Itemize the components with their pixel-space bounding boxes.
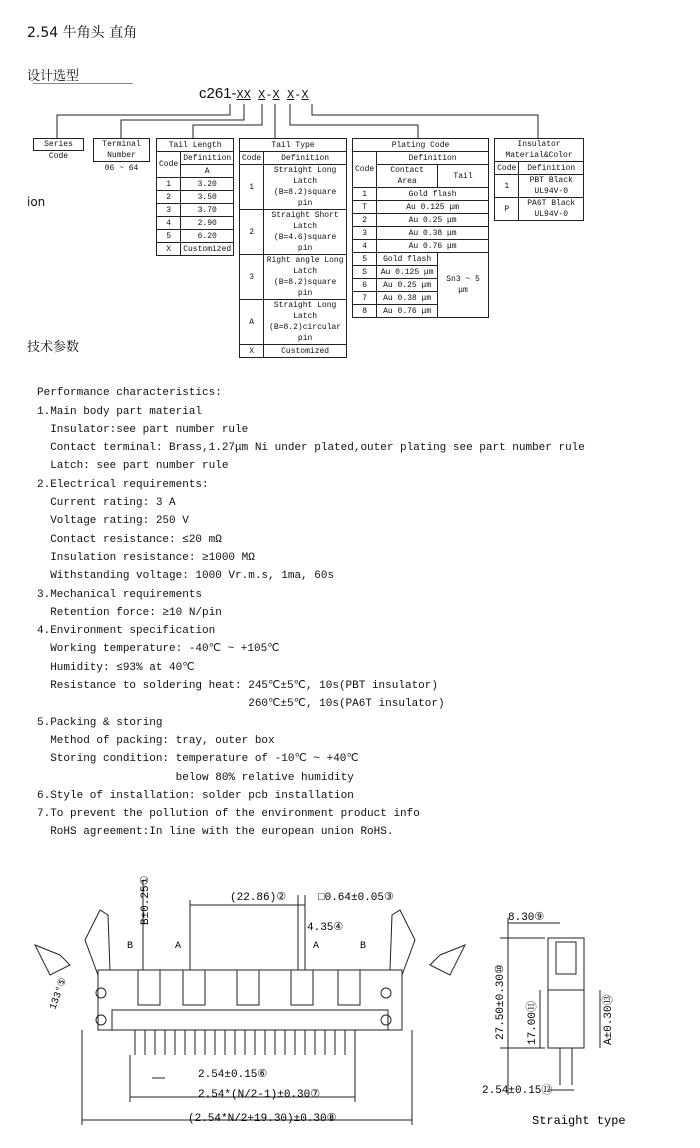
technical-drawing [0,850,700,1148]
spec-line: Method of packing: tray, outer box [37,734,275,747]
side-caption: Straight type [532,1114,626,1128]
spec-line: Humidity: ≤93% at 40℃ [37,661,195,674]
tail-length-col-code: Code [157,152,181,178]
spec-list [37,366,585,860]
spec-line: 7.To prevent the pollution of the environment product info [37,808,420,821]
cell-def-line1: Straight Short Latch [271,211,339,231]
cell-def [264,255,347,300]
spec-line: Insulator:see part number rule [37,423,249,436]
cell-def: Customized [264,345,347,358]
insulator-col-code: Code [495,162,519,175]
cell-code: 7 [353,292,377,305]
part-seg-insulator: X [301,88,309,102]
dim-a: A±0.30⑬ [603,994,615,1045]
dim-133: 133°⑤ [48,976,71,1012]
left-latch [85,910,110,975]
cell-code: 8 [353,305,377,318]
cell-def: Customized [181,243,234,256]
part-sep: - [265,88,273,102]
dim-064: □0.64±0.05③ [318,892,394,904]
plating-col-tail: Tail [438,165,489,188]
label-b-right: B [360,941,367,952]
series-code-box: Series Code [33,138,84,151]
table-row [240,165,347,210]
spec-line: Working temperature: -40℃ ~ +105℃ [37,643,280,656]
cell-def: Gold flash [377,253,438,266]
tech-params-heading: 技术参数 [27,340,80,355]
insulator-col-def: Definition [519,162,584,175]
table-row [240,255,347,300]
page-title: 2.54 牛角头 直角 [27,25,138,41]
cell-code: A [240,300,264,345]
spec-line: Contact terminal: Brass,1.27μm Ni under plated,outer plating see part number rule [37,442,585,455]
cell-def: Au 0.76 μm [377,240,489,253]
spec-line: 4.Environment specification [37,625,216,638]
cell-def: Au 0.76 μm [377,305,438,318]
table-row [240,210,347,255]
table-row [353,227,489,240]
dim-n2b: (2.54*N/2+19.30)±0.30⑧ [188,1113,337,1125]
spec-line: 2.Electrical requirements: [37,478,209,491]
cell-def: 3.70 [181,204,234,217]
plating-code-table [352,138,489,318]
part-sep: - [294,88,302,102]
left-latch-open [35,945,70,975]
dim-254b: 2.54±0.15⑫ [482,1085,553,1097]
cell-def: Au 0.125 μm [377,266,438,279]
stray-text: ion [27,195,46,209]
tail-length-col-def: Definition [181,152,234,165]
cell-code: 3 [157,204,181,217]
spec-line: below 80% relative humidity [37,771,354,784]
cell-def: Au 0.38 μm [377,292,438,305]
cell-def: 6.20 [181,230,234,243]
cell-code: T [353,201,377,214]
cell-def: Gold flash [377,188,489,201]
pin-row [135,1030,355,1055]
tail-type-label: Tail Type [240,139,347,152]
cell-def: 3.50 [181,191,234,204]
cell-code: 2 [353,214,377,227]
dim-830: 8.30⑨ [508,912,545,924]
table-row [157,204,234,217]
part-seg-tail-length: X [258,88,266,102]
cell-def: Au 0.125 μm [377,201,489,214]
dim-b: B±0.25① [140,875,152,925]
cell-code: 6 [353,279,377,292]
connector-base [112,1010,388,1030]
cell-code: P [495,198,519,221]
spec-line: Storing condition: temperature of -10℃ ~ +40℃ [37,753,359,766]
label-b-left: B [127,941,134,952]
spec-line: Latch: see part number rule [37,460,229,473]
table-row [495,198,584,221]
table-row [157,217,234,230]
plating-code-label: Plating Code [353,139,489,152]
spec-line: RoHS agreement:In line with the european union RoHS. [37,826,394,839]
table-row [157,243,234,256]
tail-length-label: Tail Length [157,139,234,152]
spec-line: Withstanding voltage: 1000 Vr.m.s, 1ma, 60s [37,570,335,583]
tail-type-col-code: Code [240,152,264,165]
cell-code: X [157,243,181,256]
cell-def: 2.90 [181,217,234,230]
right-latch [390,910,415,975]
side-view-body [548,938,584,1048]
cell-tail: Sn3 ~ 5 μm [438,253,489,318]
cell-code: 5 [157,230,181,243]
dim-22: (22.86)② [230,892,287,904]
part-seg-terminal: XX [236,88,251,102]
design-selection-heading: 设计选型 [27,69,80,84]
tail-type-col-def: Definition [264,152,347,165]
cell-def-line2: (B=8.2)square pin [273,278,337,298]
connector-body [98,970,402,1030]
terminal-number-table [93,138,150,174]
tail-type-table [239,138,347,358]
cell-def [264,165,347,210]
table-row [353,214,489,227]
cell-def: Au 0.38 μm [377,227,489,240]
spec-line: Performance characteristics: [37,387,222,400]
table-row [157,230,234,243]
cell-code: 5 [353,253,377,266]
cell-def-line2: (B=8.2)circular pin [269,323,342,343]
tail-length-sub: A [181,165,234,178]
dim-2750: 27.50±0.30⑩ [495,964,507,1040]
cell-code: 1 [157,178,181,191]
table-row [240,345,347,358]
spec-line: 5.Packing & storing [37,716,163,729]
table-row [240,300,347,345]
cell-def-line1: Straight Long Latch [273,301,337,321]
table-row [353,240,489,253]
right-latch-open [430,945,465,975]
cell-code: 1 [240,165,264,210]
cell-code: 3 [353,227,377,240]
plating-col-code: Code [353,152,377,188]
cell-def [264,210,347,255]
cell-def-line1: Straight Long Latch [273,166,337,186]
spec-line: Contact resistance: ≤20 mΩ [37,533,222,546]
table-row [157,191,234,204]
table-row [353,201,489,214]
dim-435: 4.35④ [307,922,344,934]
part-seg-tail-type: X [272,88,280,102]
cell-def: PBT Black UL94V-0 [519,175,584,198]
cell-def-line1: Right angle Long Latch [266,256,344,276]
table-row [157,178,234,191]
cell-code: 2 [157,191,181,204]
tail-length-table [156,138,234,256]
spec-line: 6.Style of installation: solder pcb installation [37,789,354,802]
cell-code: 4 [157,217,181,230]
cell-def [264,300,347,345]
cell-code: 1 [353,188,377,201]
cell-def: Au 0.25 μm [377,214,489,227]
label-a-left: A [175,941,182,952]
part-prefix: c261- [199,85,237,102]
insulator-table [494,138,584,221]
spec-line: Insulation resistance: ≥1000 MΩ [37,551,255,564]
part-number-leaders [0,0,700,150]
table-row [353,253,489,266]
terminal-number-label: Terminal Number [94,139,150,162]
cell-def-line2: (B=8.2)square pin [273,188,337,208]
spec-line: 1.Main body part material [37,405,203,418]
cell-code: S [353,266,377,279]
table-row [495,175,584,198]
cell-code: 3 [240,255,264,300]
spec-line: 260℃±5℃, 10s(PA6T insulator) [37,698,445,711]
spec-line: Resistance to soldering heat: 245℃±5℃, 10s(PBT insulator) [37,680,438,693]
table-row [353,188,489,201]
insulator-label: Insulator Material&Color [495,139,584,162]
plating-col-contact: Contact Area [377,165,438,188]
cell-code: X [240,345,264,358]
cell-def: 3.20 [181,178,234,191]
cell-code: 2 [240,210,264,255]
spec-line: Retention force: ≥10 N/pin [37,606,222,619]
terminal-number-value: 06 ~ 64 [104,163,139,173]
spec-line: 3.Mechanical requirements [37,588,203,601]
cell-def: PA6T Black UL94V-0 [519,198,584,221]
label-a-right: A [313,941,320,952]
part-seg-plating: X [286,88,295,102]
cell-code: 1 [495,175,519,198]
spec-line: Voltage rating: 250 V [37,515,189,528]
cell-def-line2: (B=4.6)square pin [273,233,337,253]
dim-1700: 17.00⑪ [527,1000,539,1045]
plating-col-def: Definition [377,152,489,165]
dim-n2: 2.54*(N/2-1)±0.30⑦ [198,1089,321,1101]
dim-254: 2.54±0.15⑥ [198,1069,268,1081]
cell-def: Au 0.25 μm [377,279,438,292]
spec-line: Current rating: 3 A [37,497,176,510]
cell-code: 4 [353,240,377,253]
